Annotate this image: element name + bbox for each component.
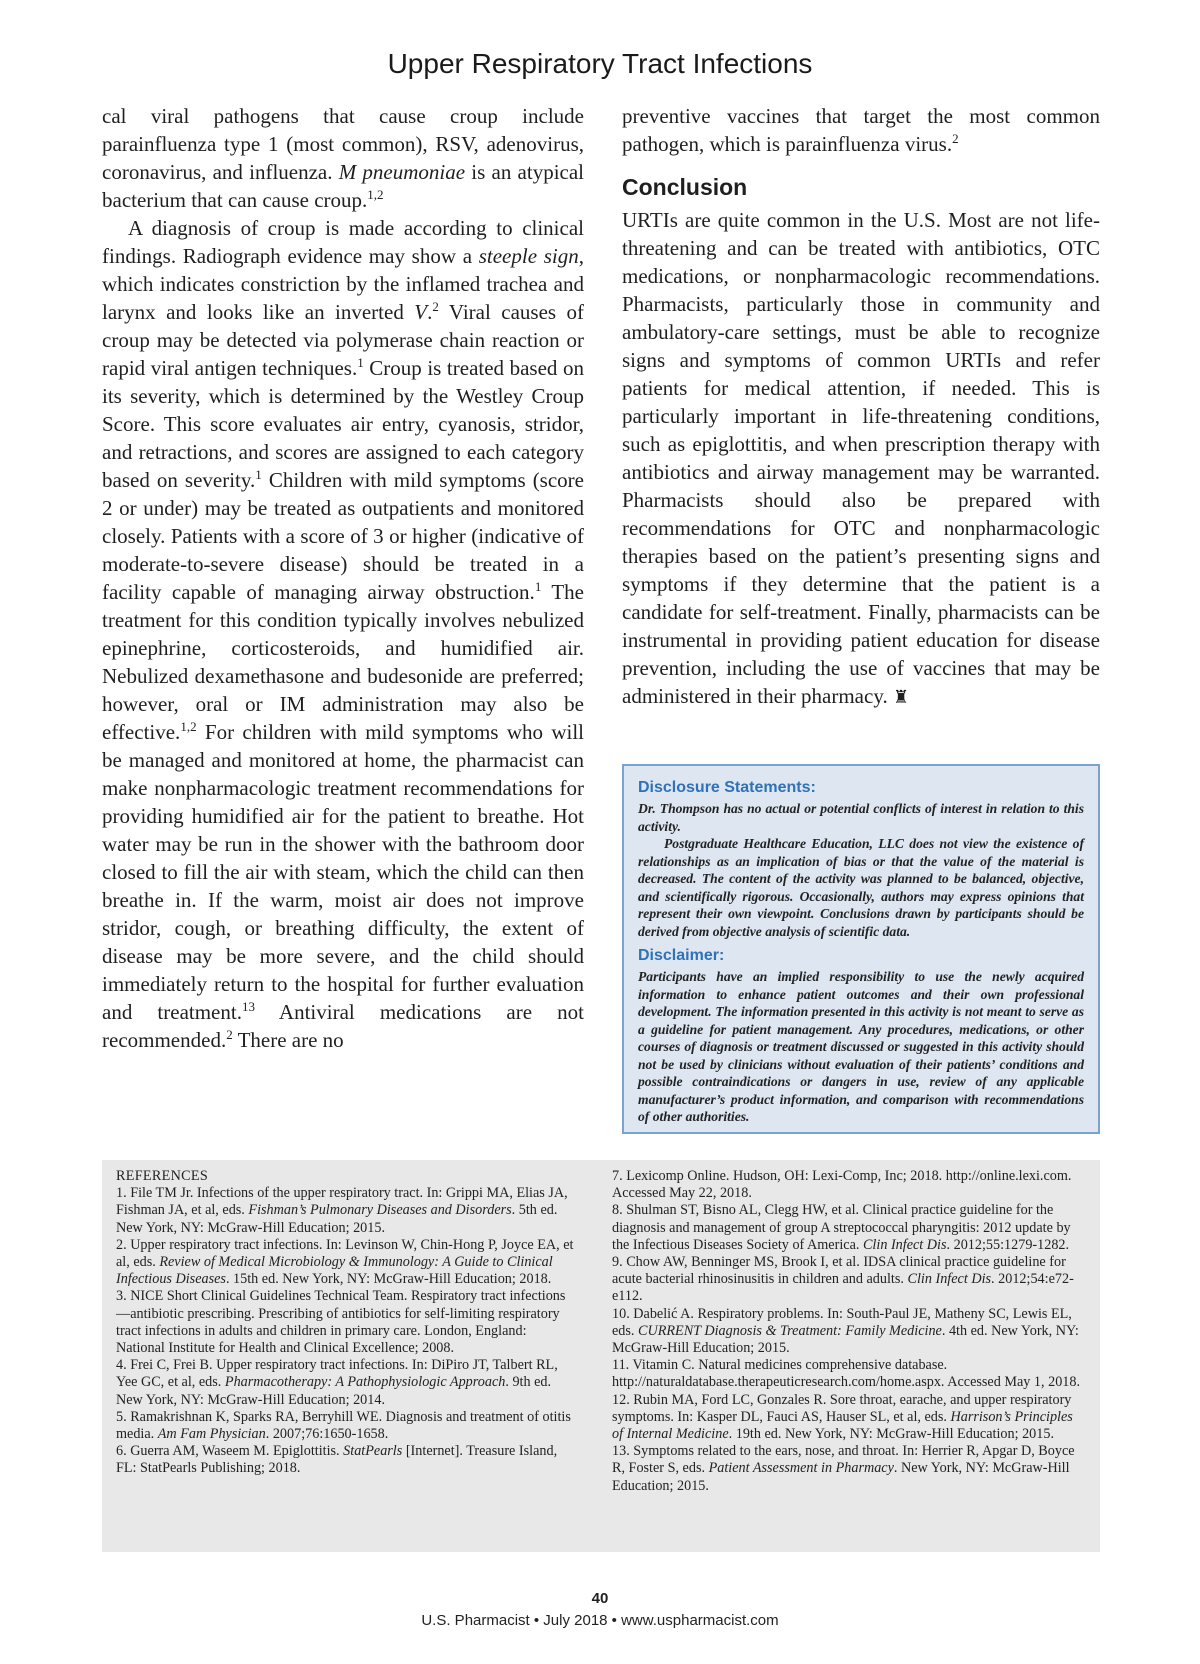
reference-item: 1. File TM Jr. Infections of the upper respiratory tract. In: Grippi MA, Elias JA, Fishman JA, et al, eds. Fishman’s Pulmonary Diseases and Disorders. 5th ed. New York, NY: McGraw-Hill Education; 2015. xyxy=(116,1185,568,1236)
reference-item: 13. Symptoms related to the ears, nose, and throat. In: Herrier R, Apgar D, Boyce R, Foster S, eds. Patient Assessment in Pharmacy. New York, NY: McGraw-Hill Education; 2015. xyxy=(612,1443,1075,1494)
footer-publication-line: U.S. Pharmacist • July 2018 • www.uspharmacist.com xyxy=(421,1612,779,1629)
reference-item: 9. Chow AW, Benninger MS, Brook I, et al. IDSA clinical practice guideline for acute bacterial rhinosinusitis in children and adults. Clin Infect Dis. 2012;54:e72-e112. xyxy=(612,1254,1074,1305)
references-heading: REFERENCES xyxy=(116,1168,209,1184)
disclosure-box xyxy=(622,764,1100,1134)
paragraph: A diagnosis of croup is made according to clinical findings. Radiograph evidence may show a steeple sign, which indicates constriction by the inflamed trachea and larynx and looks like an inverted V.$^2$ Viral causes of croup may be detected via polymerase chain reaction or rapid viral antigen techniques.$^1$ Croup is treated based on its severity, which is determined by the Westley Croup Score. This score evaluates air entry, cyanosis, stridor, and retractions, and scores are assigned to each category based on severity.$^1$ Children with mild symptoms (score 2 or under) may be treated as outpatients and monitored closely. Patients with a score of 3 or higher (indicative of moderate-to-severe disease) should be treated in a facility capable of managing airway obstruction.$^1$ The treatment for this condition typically involves nebulized epinephrine, corticosteroids, and humidified air. Nebulized dexamethasone and budesonide are preferred; however, oral or IM administration may also be effective.$^{1,2}$ For children with mild symptoms who will be managed and monitored at home, the pharmacist can make nonpharmacologic treatment recommendations for providing humidified air for the patient to breathe. Hot water may be run in the shower with the bathroom door closed to fill the air with steam, which the child can then breathe in. If the warm, moist air does not improve stridor, cough, or breathing difficulty, the extent of disease may be more severe, and the child should immediately return to the hospital for further evaluation and treatment.$^{13}$ Antiviral medications are not recommended.$^2$ There are no xyxy=(102,216,585,1052)
reference-item: 7. Lexicomp Online. Hudson, OH: Lexi-Comp, Inc; 2018. http://online.lexi.com. Accessed May 22, 2018. xyxy=(612,1168,1072,1202)
article-column-right xyxy=(622,102,1100,711)
reference-item: 2. Upper respiratory tract infections. In: Levinson W, Chin-Hong P, Joyce EA, et al, eds. Review of Medical Microbiology & Immunology: A Guide to Clinical Infectious Diseases. 15th ed. New York, NY: McGraw-Hill Education; 2018. xyxy=(116,1236,574,1288)
references-column-left xyxy=(116,1168,578,1478)
end-of-article-icon: ♜ xyxy=(892,687,910,707)
disclosure-heading: Disclosure Statements: xyxy=(638,779,816,796)
reference-item: 6. Guerra AM, Waseem M. Epiglottitis. StatPearls [Internet]. Treasure Island, FL: StatPearls Publishing; 2018. xyxy=(116,1443,558,1477)
paragraph: cal viral pathogens that cause croup include parainfluenza type 1 (most common), RSV, adenovirus, coronavirus, and influenza. M pneumoniae is an atypical bacterium that can cause croup.$^{1,2}$ xyxy=(102,104,585,212)
disclaimer-heading: Disclaimer: xyxy=(638,947,725,964)
reference-item: 11. Vitamin C. Natural medicines comprehensive database. http://naturaldatabase.therapeuticresearch.com/home.aspx. Accessed May 1, 2018. xyxy=(612,1357,1081,1391)
reference-item: 8. Shulman ST, Bisno AL, Clegg HW, et al. Clinical practice guideline for the diagnosis and management of group A streptococcal pharyngitis: 2012 update by the Infectious Diseases Society of America. Clin Infect Dis. 2012;55:1279-1282. xyxy=(612,1202,1071,1253)
references-panel xyxy=(102,1160,1100,1552)
paragraph: preventive vaccines that target the most common pathogen, which is parainfluenza virus.$^2$ xyxy=(622,104,1100,156)
page-number: 40 xyxy=(591,1590,609,1607)
reference-item: 3. NICE Short Clinical Guidelines Technical Team. Respiratory tract infections—antibiotic prescribing. Prescribing of antibiotics for self-limiting respiratory tract infections in adults and children in primary care. London, England: National Institute for Health and Clinical Excellence; 2008. xyxy=(116,1288,566,1357)
paragraph: URTIs are quite common in the U.S. Most are not life-threatening and can be treated with antibiotics, OTC medications, or nonpharmacologic recommendations. Pharmacists, particularly those in community and ambulatory-care settings, must be able to recognize signs and symptoms of common URTIs and refer patients for medical attention, if needed. This is particularly important in life-threatening conditions, such as epiglottitis, and when prescription therapy with antibiotics and airway management may be warranted. Pharmacists should also be prepared with recommendations for OTC and nonpharmacologic therapies based on the patient’s presenting signs and symptoms if they determine that the patient is a candidate for self-treatment. Finally, pharmacists can be instrumental in providing patient education for disease prevention, including the use of vaccines that may be administered in their pharmacy. ♜ xyxy=(622,208,1100,708)
disclaimer-text: Participants have an implied responsibility to use the newly acquired information to enhance patient outcomes and their own professional development. The information presented in this activity is not meant to serve as a guideline for patient management. Any procedures, medications, or other courses of diagnosis or treatment discussed or suggested in this activity should not be used by clinicians without evaluation of their patients’ conditions and possible contraindications or dangers in use, review of any applicable manufacturer’s product information, and comparison with recommendations of other authorities. xyxy=(638,969,1084,1124)
references-column-right xyxy=(612,1168,1086,1495)
running-header: Upper Respiratory Tract Infections xyxy=(387,48,813,79)
reference-item: 10. Dabelić A. Respiratory problems. In: South-Paul JE, Matheny SC, Lewis EL, eds. CURRENT Diagnosis & Treatment: Family Medicine. 4th ed. New York, NY: McGraw-Hill Education; 2015. xyxy=(612,1305,1079,1357)
disclosure-text: Postgraduate Healthcare Education, LLC does not view the existence of relationships as an implication of bias or that the value of the material is decreased. The content of the activity was planned to be balanced, objective, and scientifically rigorous. Occasionally, authors may express opinions that represent their own viewpoint. Conclusions drawn by participants should be derived from objective analysis of scientific data. xyxy=(638,836,1084,939)
disclosure-text: Dr. Thompson has no actual or potential conflicts of interest in relation to this activity. xyxy=(638,801,1084,834)
reference-item: 5. Ramakrishnan K, Sparks RA, Berryhill WE. Diagnosis and treatment of otitis media. Am Fam Physician. 2007;76:1650-1658. xyxy=(116,1408,571,1443)
article-column-left xyxy=(102,102,584,1054)
reference-item: 4. Frei C, Frei B. Upper respiratory tract infections. In: DiPiro JT, Talbert RL, Yee GC, et al, eds. Pharmacotherapy: A Pathophysiologic Approach. 9th ed. New York, NY: McGraw-Hill Education; 2014. xyxy=(116,1357,558,1408)
reference-item: 12. Rubin MA, Ford LC, Gonzales R. Sore throat, earache, and upper respiratory symptoms. In: Kasper DL, Fauci AS, Hauser SL, et al, eds. Harrison’s Principles of Internal Medicine. 19th ed. New York, NY: McGraw-Hill Education; 2015. xyxy=(612,1391,1073,1443)
section-heading-conclusion: Conclusion xyxy=(622,174,748,200)
